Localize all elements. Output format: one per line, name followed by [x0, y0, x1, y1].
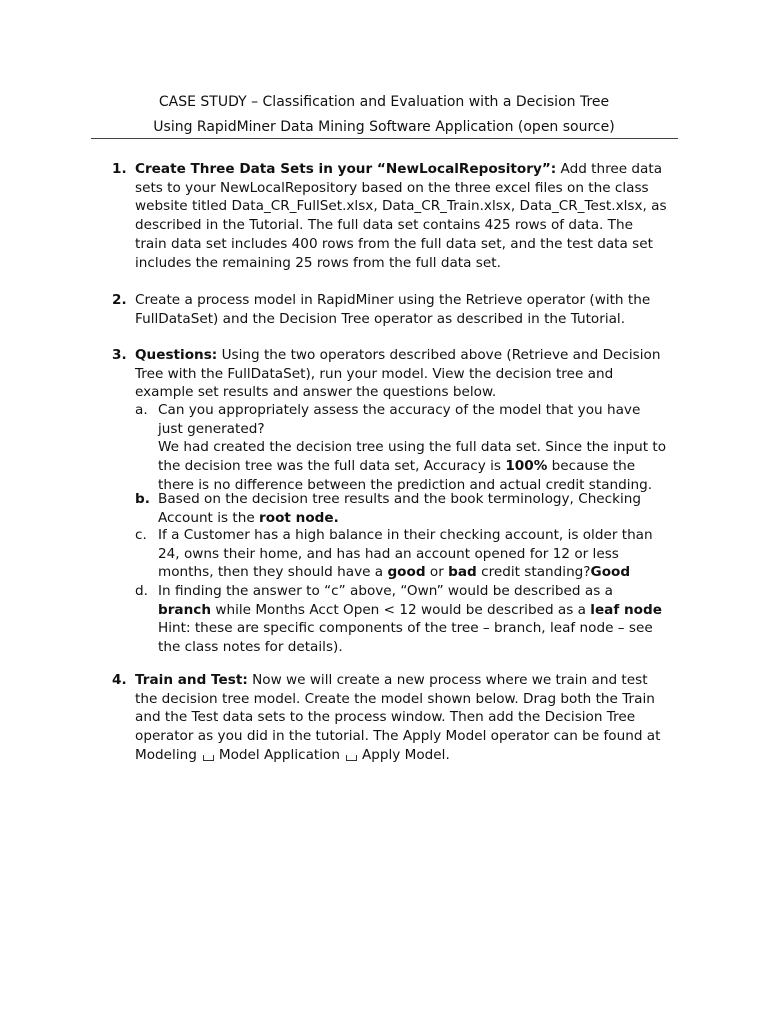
sub-item-d-text: In finding the answer to “c” above, “Own” would be described as a branch while Months Acct Open < 12 would be described as a leaf node Hint: these are specific components of the tree – branch, leaf node – see the class notes for details).: [158, 583, 662, 656]
sub-item-b-text: Based on the decision tree results and the book terminology, Checking Account is the root node.: [158, 491, 642, 526]
sub-item-c-marker: c.: [135, 527, 147, 543]
item-1-text: Create Three Data Sets in your “NewLocalRepository”: Add three data sets to your NewLocalRepository based on the three excel files on the class website titled Data_CR_FullSet.xlsx, Data_CR_Train.xlsx, Data_CR_Test.xlsx, as described in the Tutorial. The full data set contains 425 rows of data. The train data set includes 400 rows from the full data set, and the test data set includes the remaining 25 rows from the full data set.: [135, 161, 667, 271]
credit-standing-answer: Good: [590, 564, 631, 581]
item-3-heading: Questions:: [135, 347, 218, 363]
document-title-line-1: CASE STUDY – Classification and Evaluation with a Decision Tree: [158, 94, 610, 110]
item-2-text: Create a process model in RapidMiner using the Retrieve operator (with the FullDataSet) and the Decision Tree operator as described in the Tutorial.: [135, 292, 651, 327]
sub-item-a-text: Can you appropriately assess the accuracy of the model that you have just generated? We had created the decision tree using the full data set. Since the input to the decision tree was the full data set, Accuracy is 100% because the there is no difference between the prediction and actual credit standing.: [158, 402, 667, 493]
item-4-number: 4.: [112, 672, 127, 688]
item-1-heading: Create Three Data Sets in your “NewLocalRepository”:: [135, 161, 557, 177]
leaf-node-answer: leaf node: [590, 601, 662, 618]
document-title-line-2: Using RapidMiner Data Mining Software Application (open source): [153, 119, 615, 135]
menu-separator-icon: [203, 755, 214, 761]
sub-item-b-marker: b.: [135, 491, 150, 507]
title-underline: [91, 138, 678, 139]
item-2-number: 2.: [112, 292, 127, 308]
item-3-text: Questions: Using the two operators described above (Retrieve and Decision Tree with the FullDataSet), run your model. View the decision tree and example set results and answer the questions below.: [135, 347, 661, 401]
menu-separator-icon: [346, 755, 357, 761]
item-4-text: Train and Test: Now we will create a new process where we train and test the decision tree model. Create the model shown below. Drag both the Train and the Test data sets to the process window. Then add the Decision Tree operator as you did in the tutorial. The Apply Model operator can be found at Modeling Model Application Apply Model.: [135, 672, 661, 763]
sub-item-a-marker: a.: [135, 402, 148, 418]
item-1-number: 1.: [112, 161, 127, 177]
sub-item-d-marker: d.: [135, 583, 148, 599]
item-4-heading: Train and Test:: [135, 672, 248, 688]
item-3-number: 3.: [112, 347, 127, 363]
root-node-answer: root node.: [259, 509, 339, 526]
sub-item-c-text: If a Customer has a high balance in their checking account, is older than 24, owns their home, and has had an account opened for 12 or less months, then they should have a good or bad credit standing?Good: [158, 527, 653, 581]
branch-answer: branch: [158, 601, 212, 618]
accuracy-value: 100%: [505, 458, 548, 475]
